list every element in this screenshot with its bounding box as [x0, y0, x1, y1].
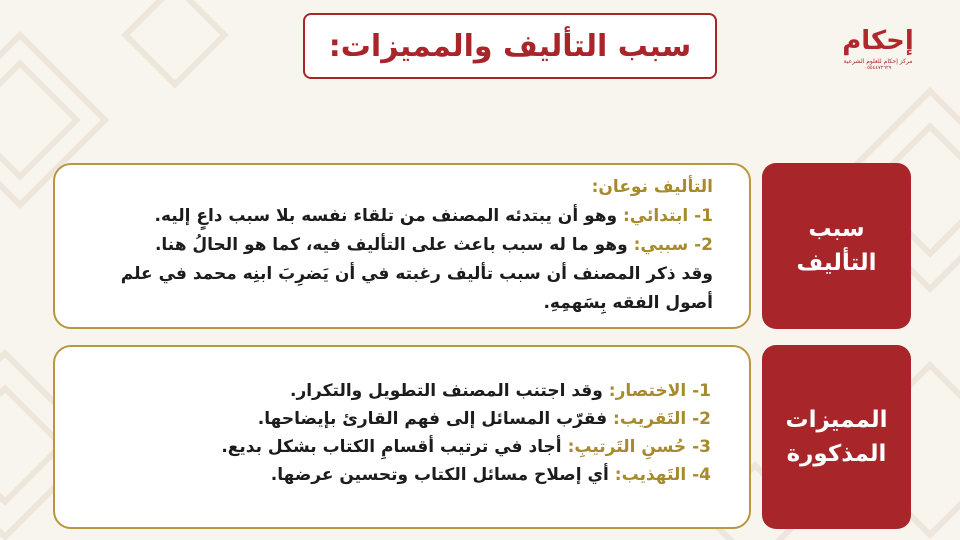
logo-contact: ٠٥٥٤٤٧٢٦٢٩ — [864, 65, 892, 71]
features-tile — [762, 345, 911, 529]
features-tile-line: المذكورة — [786, 441, 887, 467]
reason-item-text: وهو أن يبتدئه المصنف من تلقاء نفسه بلا سبب داعٍ إليه. — [154, 206, 623, 226]
title-box — [303, 13, 717, 79]
feature-item-label: 3- حُسنِ التَرتيبِ: — [567, 437, 711, 457]
reason-heading: التأليف نوعان: — [591, 177, 713, 197]
feature-item-text: أي إصلاح مسائل الكتاب وتحسين عرضها. — [270, 465, 615, 485]
features-tile-label — [785, 403, 887, 471]
reason-tile-line: سبب — [808, 216, 865, 242]
logo-name: إحكام — [842, 26, 914, 56]
reason-note: وقد ذكر المصنف أن سبب تأليف رغبته في أن يَضرِبَ ابنِه محمد في علم أصول الفقه بِسَهمِهِ. — [120, 264, 713, 313]
feature-item-label: 1- الاختصار: — [608, 381, 711, 401]
feature-item-label: 2- التَقريب: — [613, 409, 711, 429]
feature-item — [75, 433, 711, 461]
logo-subtitle: مركز إحكام للعلوم الشرعية — [843, 58, 913, 65]
feature-item-text: أجاد في ترتيب أقسامِ الكتاب بشكل بديع. — [221, 437, 568, 457]
reason-item-label: 2- سببي: — [633, 235, 713, 255]
features-content-box — [53, 345, 751, 529]
feature-item — [75, 377, 711, 405]
reason-tile — [762, 163, 911, 329]
feature-item — [75, 405, 711, 433]
reason-item-text: وهو ما له سبب باعث على التأليف فيه، كما هو الحالُ هنا. — [154, 235, 634, 255]
reason-item — [75, 202, 713, 231]
reason-content-box — [53, 163, 751, 329]
reason-tile-label — [797, 212, 877, 280]
feature-item-text: وقد اجتنب المصنف التطويل والتكرار. — [289, 381, 609, 401]
page-title: سبب التأليف والمميزات: — [328, 28, 692, 64]
feature-item — [75, 461, 711, 489]
reason-item — [75, 231, 713, 260]
feature-item-label: 4- التَهذيب: — [614, 465, 711, 485]
features-tile-line: المميزات — [785, 407, 888, 433]
reason-tile-line: التأليف — [796, 250, 877, 276]
feature-item-text: فقرّب المسائل إلى فهم القارئ بإيضاحها. — [257, 409, 614, 429]
logo — [842, 26, 914, 94]
reason-item-label: 1- ابتدائي: — [623, 206, 713, 226]
